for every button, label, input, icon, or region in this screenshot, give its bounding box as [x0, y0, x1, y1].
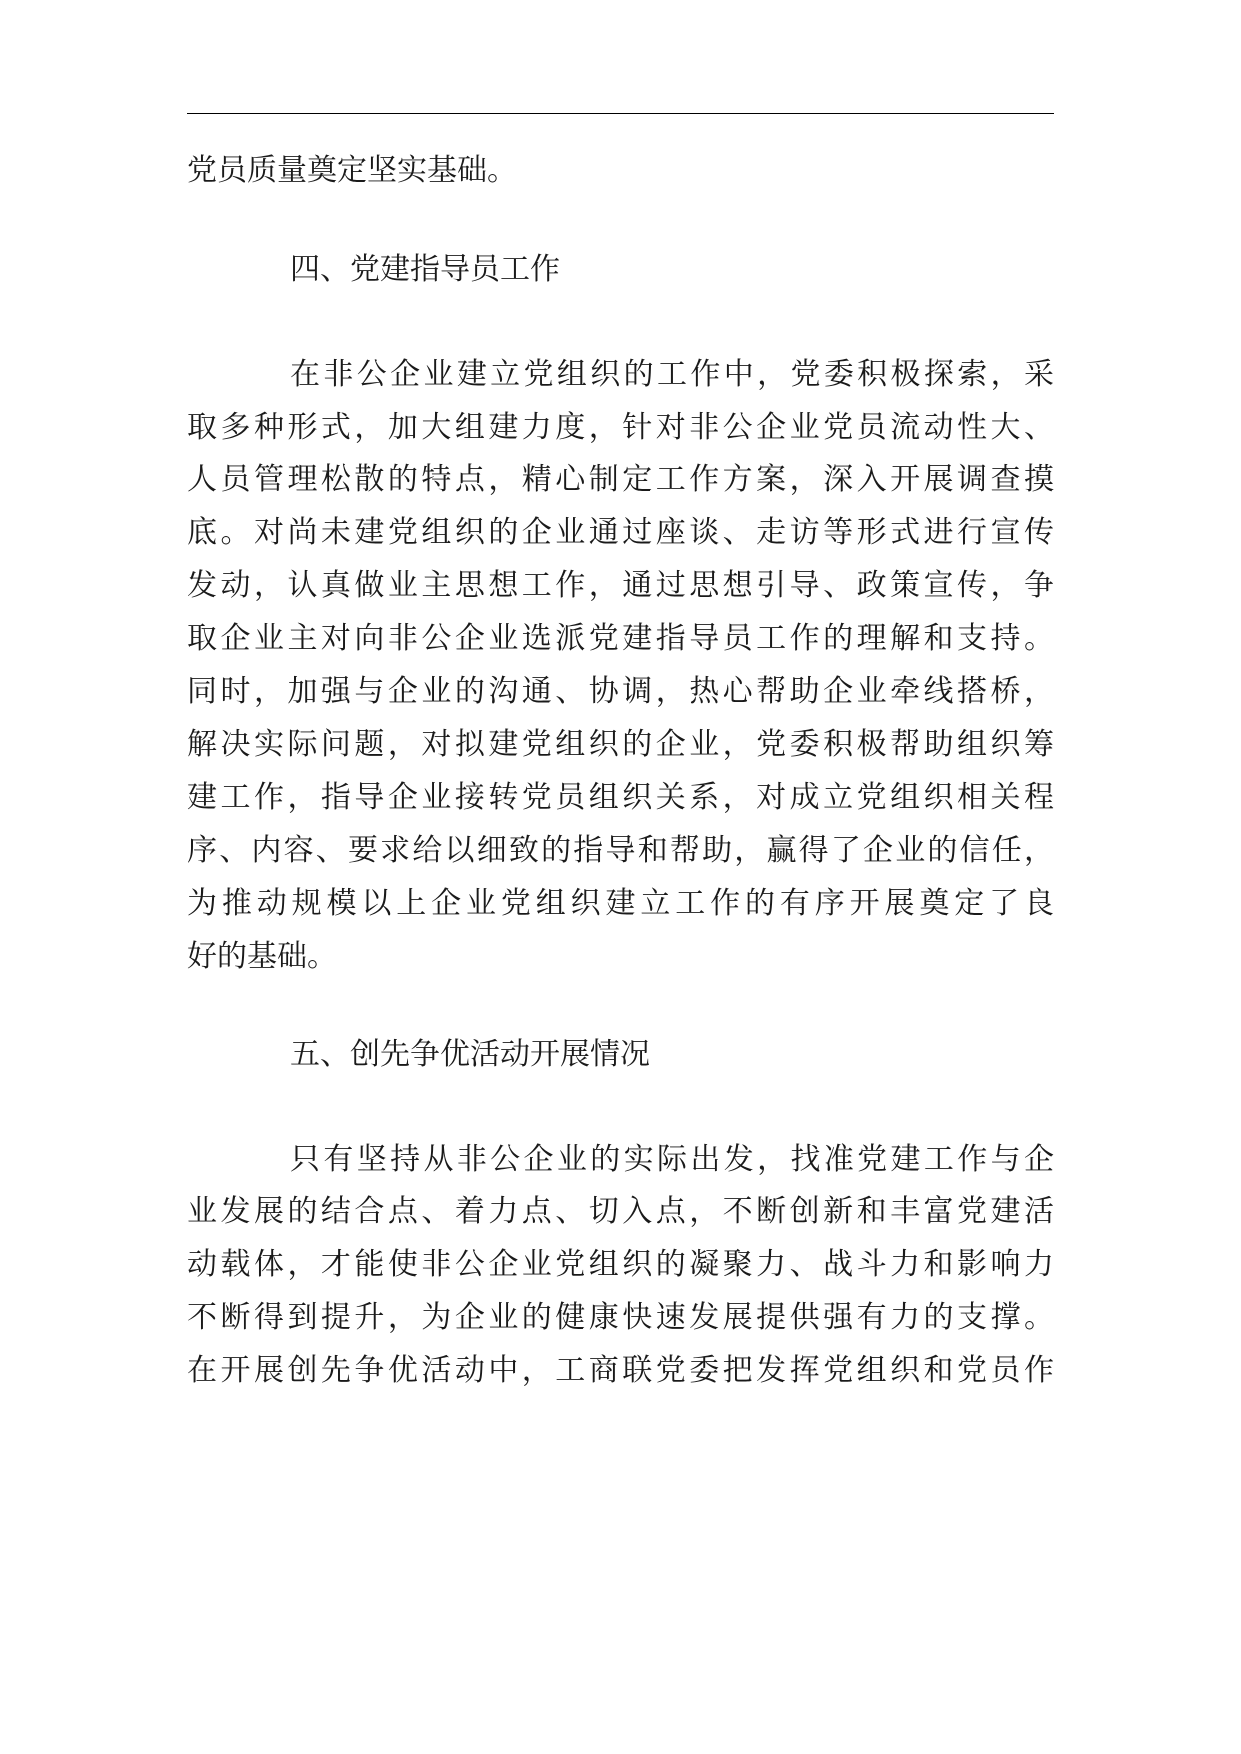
section4-line: 取多种形式，加大组建力度，针对非公企业党员流动性大、 — [187, 410, 1054, 445]
section4-line: 发动，认真做业主思想工作，通过思想引导、政策宣传，争 — [187, 568, 1054, 603]
section5-heading: 五、创先争优活动开展情况 — [290, 1037, 650, 1072]
section5-line: 不断得到提升，为企业的健康快速发展提供强有力的支撑。 — [187, 1300, 1054, 1335]
section4-line: 人员管理松散的特点，精心制定工作方案，深入开展调查摸 — [187, 462, 1054, 497]
section4-line: 同时，加强与企业的沟通、协调，热心帮助企业牵线搭桥， — [187, 674, 1054, 709]
section5-line: 在开展创先争优活动中，工商联党委把发挥党组织和党员作 — [187, 1353, 1054, 1388]
section4-line: 好的基础。 — [187, 939, 337, 974]
section4-line: 序、内容、要求给以细致的指导和帮助，赢得了企业的信任， — [187, 833, 1054, 868]
section4-line: 底。对尚未建党组织的企业通过座谈、走访等形式进行宣传 — [187, 515, 1054, 550]
section4-line: 在非公企业建立党组织的工作中，党委积极探索，采 — [290, 357, 1054, 392]
header-rule — [187, 113, 1054, 114]
section4-line: 为推动规模以上企业党组织建立工作的有序开展奠定了良 — [187, 886, 1054, 921]
section4-line: 取企业主对向非公企业选派党建指导员工作的理解和支持。 — [187, 621, 1054, 656]
section5-line: 只有坚持从非公企业的实际出发，找准党建工作与企 — [290, 1142, 1054, 1177]
section5-line: 动载体，才能使非公企业党组织的凝聚力、战斗力和影响力 — [187, 1247, 1054, 1282]
section4-heading: 四、党建指导员工作 — [290, 252, 560, 287]
section5-line: 业发展的结合点、着力点、切入点，不断创新和丰富党建活 — [187, 1194, 1054, 1229]
section4-line: 解决实际问题，对拟建党组织的企业，党委积极帮助组织筹 — [187, 727, 1054, 762]
section4-line: 建工作，指导企业接转党员组织关系，对成立党组织相关程 — [187, 780, 1054, 815]
opening-line: 党员质量奠定坚实基础。 — [187, 153, 517, 188]
